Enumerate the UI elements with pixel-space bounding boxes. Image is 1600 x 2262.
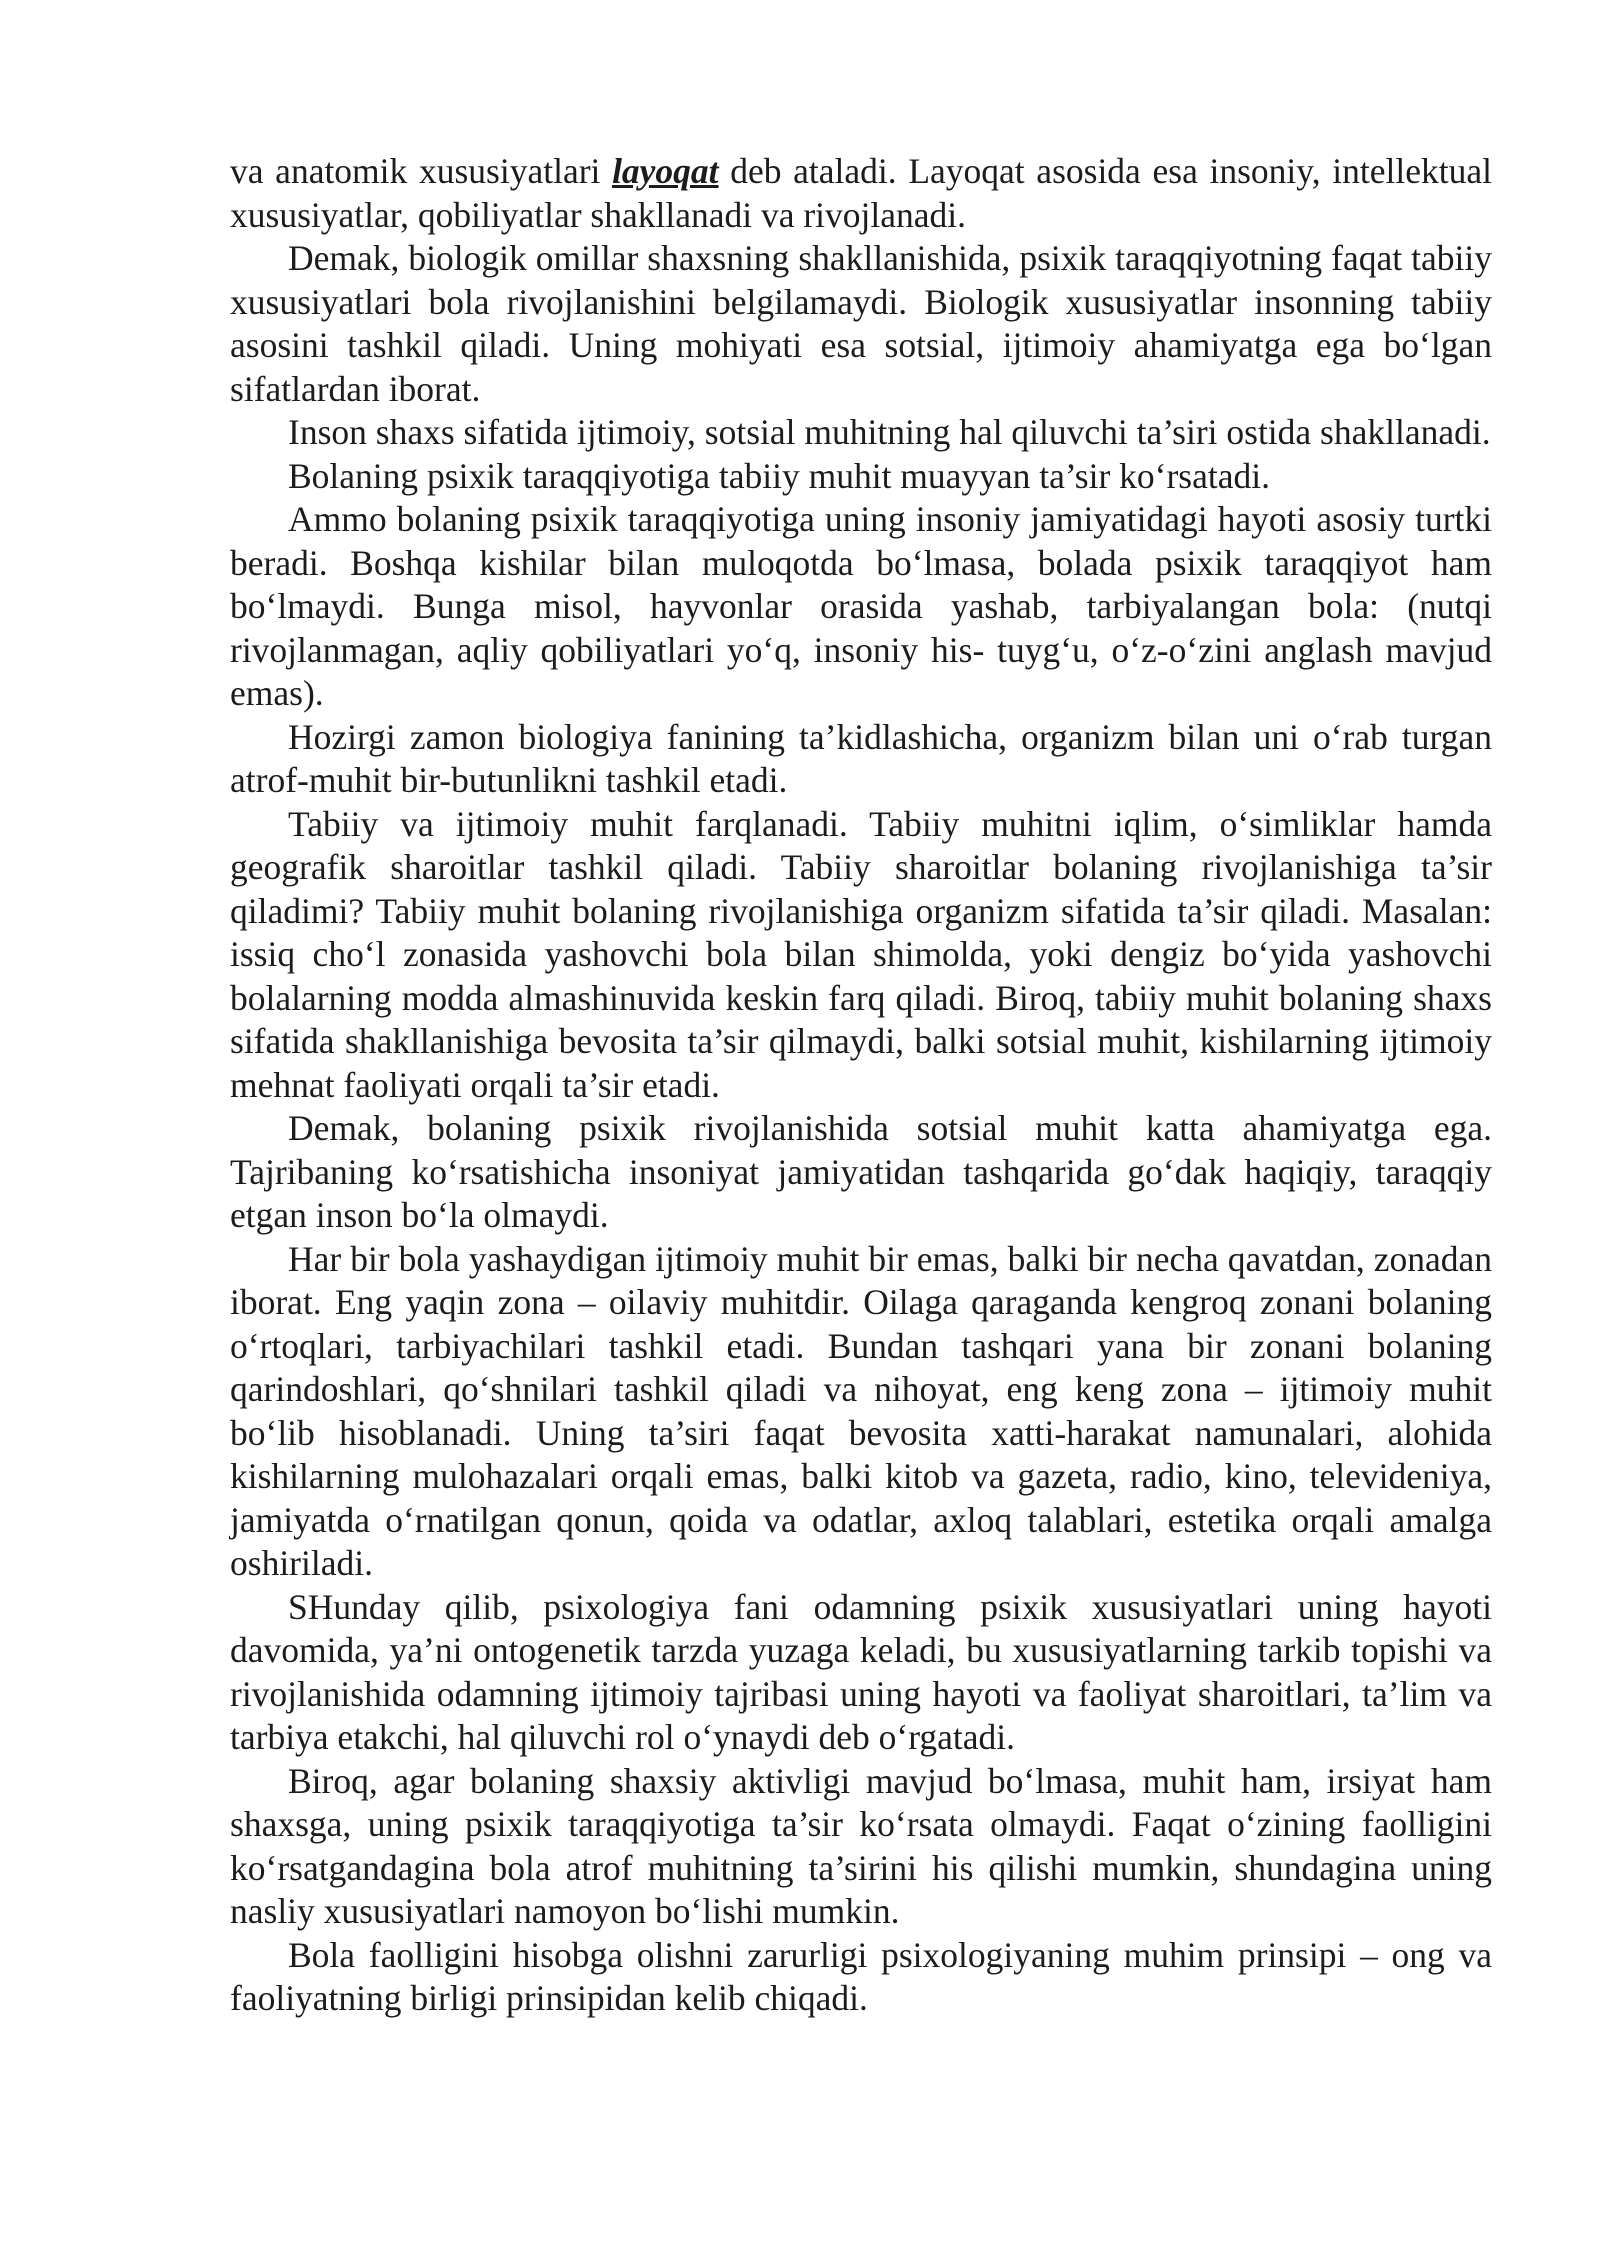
paragraph-3: Inson shaxs sifatida ijtimoiy, sotsial muhitning hal qiluvchi ta’siri ostida shakllanadi. [288,412,1491,452]
paragraph-1-before: va anatomik xususiyatlari [230,151,613,191]
paragraph-1 [230,150,1492,237]
paragraph-8: Demak, bolaning psixik rivojlanishida sotsial muhit katta ahamiyatga ega. Tajribaning ko‘rsatishicha insoniyat jamiyatidan tashqarida go‘dak haqiqiy, taraqqiy etgan inson bo‘la olmaydi. [230,1108,1492,1235]
paragraph-11: Biroq, agar bolaning shaxsiy aktivligi mavjud bo‘lmasa, muhit ham, irsiyat ham shaxsga, uning psixik taraqqiyotiga ta’sir ko‘rsata olmaydi. Faqat o‘zining faolligini ko‘rsatgandagina bola atrof muhitning ta’sirini his qilishi mumkin, shundagina uning nasliy xususiyatlari namoyon bo‘lishi mumkin. [230,1760,1492,1931]
paragraph-2: Demak, biologik omillar shaxsning shakllanishida, psixik taraqqiyotning faqat tabiiy xususiyatlari bola rivojlanishini belgilamaydi. Biologik xususiyatlar insonning tabiiy asosini tashkil qiladi. Uning mohiyati esa sotsial, ijtimoiy ahamiyatga ega bo‘lgan sifatlardan iborat. [230,238,1492,409]
term-layoqat: layoqat [612,151,719,191]
paragraph-4: Bolaning psixik taraqqiyotiga tabiiy muhit muayyan ta’sir ko‘rsatadi. [288,455,1270,496]
paragraph-5: Ammo bolaning psixik taraqqiyotiga uning insoniy jamiyatidagi hayoti asosiy turtki beradi. Boshqa kishilar bilan muloqotda bo‘lmasa, bolada psixik taraqqiyot ham bo‘lmaydi. Bunga misol, hayvonlar orasida yashab, tarbiyalangan bola: (nutqi rivojlanmagan, aqliy qobiliyatlari yo‘q, insoniy his- tuyg‘u, o‘z-o‘zini anglash mavjud emas). [230,499,1492,713]
paragraph-10: SHunday qilib, psixologiya fani odamning psixik xususiyatlari uning hayoti davomida, ya’ni ontogenetik tarzda yuzaga keladi, bu xususiyatlarning tarkib topishi va rivojlanishida odamning ijtimoiy tajribasi uning hayoti va faoliyat sharoitlari, ta’lim va tarbiya etakchi, hal qiluvchi rol o‘ynaydi deb o‘rgatadi. [230,1586,1492,1757]
paragraph-12: Bola faolligini hisobga olishni zarurligi psixologiyaning muhim prinsipi – ong va faoliyatning birligi prinsipidan kelib chiqadi. [230,1934,1492,2018]
paragraph-6: Hozirgi zamon biologiya fanining ta’kidlashicha, organizm bilan uni o‘rab turgan atrof-muhit bir-butunlikni tashkil etadi. [230,716,1492,800]
document-page [230,150,1492,2021]
paragraph-9: Har bir bola yashaydigan ijtimoiy muhit bir emas, balki bir necha qavatdan, zonadan iborat. Eng yaqin zona – oilaviy muhitdir. Oilaga qaraganda kengroq zonani bolaning o‘rtoqlari, tarbiyachilari tashkil etadi. Bundan tashqari yana bir zonani bolaning qarindoshlari, qo‘shnilari tashkil qiladi va nihoyat, eng keng zona – ijtimoiy muhit bo‘lib hisoblanadi. Uning ta’siri faqat bevosita xatti-harakat namunalari, alohida kishilarning mulohazalari orqali emas, balki kitob va gazeta, radio, kino, televideniya, jamiyatda o‘rnatilgan qonun, qoida va odatlar, axloq talablari, estetika orqali amalga oshiriladi. [230,1238,1492,1583]
paragraph-1-after: deb ataladi. Layoqat asosida esa insoniy, intellektual xususiyatlar, qobiliyatlar shakllanadi va rivojlanadi. [230,151,1492,235]
paragraph-7: Tabiiy va ijtimoiy muhit farqlanadi. Tabiiy muhitni iqlim, o‘simliklar hamda geografik sharoitlar tashkil qiladi. Tabiiy sharoitlar bolaning rivojlanishiga ta’sir qiladimi? Tabiiy muhit bolaning rivojlanishiga organizm sifatida ta’sir qiladi. Masalan: issiq cho‘l zonasida yashovchi bola bilan shimolda, yoki dengiz bo‘yida yashovchi bolalarning modda almashinuvida keskin farq qiladi. Biroq, tabiiy muhit bolaning shaxs sifatida shakllanishiga bevosita ta’sir qilmaydi, balki sotsial muhit, kishilarning ijtimoiy mehnat faoliyati orqali ta’sir etadi. [230,803,1492,1105]
